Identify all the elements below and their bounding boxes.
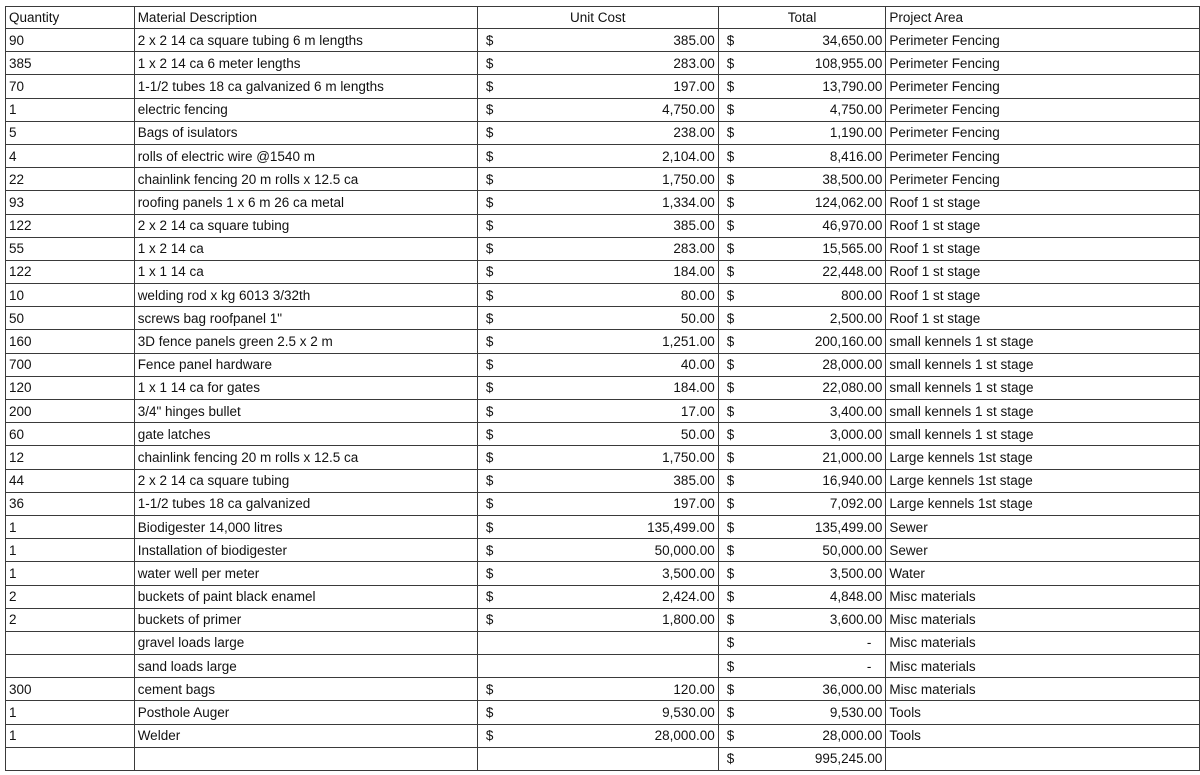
cell-unit-cost[interactable]: 1,334.00	[595, 191, 718, 214]
cell-description[interactable]: 2 x 2 14 ca square tubing 6 m lengths	[134, 29, 477, 52]
cell-empty[interactable]	[595, 747, 718, 770]
cell-total[interactable]: 22,448.00	[795, 260, 886, 283]
table-row	[6, 469, 1200, 492]
cell-unit-cost[interactable]: 80.00	[595, 284, 718, 307]
cell-unit-cost[interactable]: 17.00	[595, 400, 718, 423]
cell-description[interactable]: 1-1/2 tubes 18 ca galvanized	[134, 492, 477, 515]
cell-unit-cost[interactable]: 283.00	[595, 52, 718, 75]
cell-total[interactable]: 3,600.00	[795, 608, 886, 631]
cell-project-area[interactable]: Roof 1 st stage	[886, 260, 1200, 283]
cell-unit-cost[interactable]: 283.00	[595, 237, 718, 260]
cell-description[interactable]: Bags of isulators	[134, 121, 477, 144]
cell-project-area[interactable]: Misc materials	[886, 631, 1200, 654]
table-row	[6, 400, 1200, 423]
cell-unit-currency[interactable]	[477, 631, 595, 654]
header-unit-cost[interactable]: Unit Cost	[477, 7, 718, 29]
cell-total-currency[interactable]: $	[718, 353, 795, 376]
cell-unit-currency[interactable]: $	[477, 469, 595, 492]
cell-project-area[interactable]: Perimeter Fencing	[886, 168, 1200, 191]
cell-total-currency[interactable]: $	[718, 724, 795, 747]
cell-unit-cost[interactable]: 135,499.00	[595, 515, 718, 538]
table-row	[6, 284, 1200, 307]
cell-unit-currency[interactable]: $	[477, 423, 595, 446]
cell-project-area[interactable]: Roof 1 st stage	[886, 284, 1200, 307]
cell-total[interactable]: 28,000.00	[795, 353, 886, 376]
table-row	[6, 307, 1200, 330]
cell-description[interactable]: gate latches	[134, 423, 477, 446]
table-row	[6, 562, 1200, 585]
cell-total[interactable]: 4,848.00	[795, 585, 886, 608]
cell-total-currency[interactable]: $	[718, 539, 795, 562]
cell-description[interactable]: Fence panel hardware	[134, 353, 477, 376]
cell-quantity[interactable]: 1	[6, 98, 135, 121]
cell-unit-currency[interactable]: $	[477, 214, 595, 237]
cell-unit-currency[interactable]: $	[477, 724, 595, 747]
cell-project-area[interactable]: small kennels 1 st stage	[886, 400, 1200, 423]
cell-total-currency[interactable]: $	[718, 52, 795, 75]
table-row	[6, 585, 1200, 608]
table-row	[6, 423, 1200, 446]
cell-description[interactable]: chainlink fencing 20 m rolls x 12.5 ca	[134, 446, 477, 469]
cell-quantity[interactable]: 300	[6, 678, 135, 701]
cell-unit-currency[interactable]: $	[477, 191, 595, 214]
cell-total-currency[interactable]: $	[718, 423, 795, 446]
table-row	[6, 75, 1200, 98]
cell-quantity[interactable]: 700	[6, 353, 135, 376]
cell-project-area[interactable]: small kennels 1 st stage	[886, 353, 1200, 376]
cell-unit-currency[interactable]: $	[477, 121, 595, 144]
cell-unit-currency[interactable]: $	[477, 168, 595, 191]
cell-total[interactable]: 9,530.00	[795, 701, 886, 724]
cell-description[interactable]: water well per meter	[134, 562, 477, 585]
cell-quantity[interactable]	[6, 631, 135, 654]
cell-unit-cost[interactable]: 1,750.00	[595, 168, 718, 191]
cell-description[interactable]: roofing panels 1 x 6 m 26 ca metal	[134, 191, 477, 214]
cell-project-area[interactable]: small kennels 1 st stage	[886, 423, 1200, 446]
table-row	[6, 98, 1200, 121]
cell-unit-cost[interactable]: 2,104.00	[595, 144, 718, 167]
header-description[interactable]: Material Description	[134, 7, 477, 29]
table-row	[6, 608, 1200, 631]
cell-total-currency[interactable]: $	[718, 585, 795, 608]
table-row	[6, 446, 1200, 469]
cell-empty[interactable]	[134, 747, 477, 770]
cell-total[interactable]: 3,400.00	[795, 400, 886, 423]
cell-total[interactable]: 2,500.00	[795, 307, 886, 330]
cell-quantity[interactable]: 200	[6, 400, 135, 423]
table-row	[6, 701, 1200, 724]
cell-description[interactable]: 1 x 1 14 ca	[134, 260, 477, 283]
cell-description[interactable]: 1 x 2 14 ca 6 meter lengths	[134, 52, 477, 75]
cell-total[interactable]: 8,416.00	[795, 144, 886, 167]
cell-description[interactable]: rolls of electric wire @1540 m	[134, 144, 477, 167]
cell-unit-currency[interactable]: $	[477, 353, 595, 376]
cell-total-currency[interactable]: $	[718, 29, 795, 52]
cell-project-area[interactable]: Large kennels 1st stage	[886, 446, 1200, 469]
cell-project-area[interactable]: small kennels 1 st stage	[886, 376, 1200, 399]
cell-unit-currency[interactable]: $	[477, 562, 595, 585]
table-row	[6, 121, 1200, 144]
cell-project-area[interactable]: Tools	[886, 724, 1200, 747]
cell-description[interactable]: buckets of primer	[134, 608, 477, 631]
sheet-body	[6, 7, 1200, 771]
cell-total-currency[interactable]: $	[718, 446, 795, 469]
cell-quantity[interactable]: 10	[6, 284, 135, 307]
cell-project-area[interactable]: Perimeter Fencing	[886, 52, 1200, 75]
cell-unit-currency[interactable]: $	[477, 492, 595, 515]
table-row	[6, 144, 1200, 167]
cell-unit-cost[interactable]: 4,750.00	[595, 98, 718, 121]
cell-unit-currency[interactable]: $	[477, 515, 595, 538]
grand-total-value[interactable]: 995,245.00	[795, 747, 886, 770]
table-row	[6, 376, 1200, 399]
cell-total-currency[interactable]: $	[718, 631, 795, 654]
cell-quantity[interactable]: 2	[6, 608, 135, 631]
cell-unit-currency[interactable]: $	[477, 52, 595, 75]
cell-project-area[interactable]: small kennels 1 st stage	[886, 330, 1200, 353]
cell-quantity[interactable]: 1	[6, 724, 135, 747]
cell-total[interactable]: 38,500.00	[795, 168, 886, 191]
table-row	[6, 631, 1200, 654]
cell-total-currency[interactable]: $	[718, 168, 795, 191]
cell-unit-cost[interactable]: 9,530.00	[595, 701, 718, 724]
cell-total[interactable]: 200,160.00	[795, 330, 886, 353]
cell-unit-currency[interactable]: $	[477, 75, 595, 98]
cell-project-area[interactable]: Perimeter Fencing	[886, 75, 1200, 98]
cell-total[interactable]: 16,940.00	[795, 469, 886, 492]
cell-project-area[interactable]: Perimeter Fencing	[886, 29, 1200, 52]
cell-quantity[interactable]: 1	[6, 701, 135, 724]
cell-quantity[interactable]: 385	[6, 52, 135, 75]
cell-description[interactable]: Welder	[134, 724, 477, 747]
header-quantity[interactable]: Quantity	[6, 7, 135, 29]
table-row	[6, 191, 1200, 214]
cell-total[interactable]: 135,499.00	[795, 515, 886, 538]
cell-project-area[interactable]: Misc materials	[886, 585, 1200, 608]
cell-total-currency[interactable]: $	[718, 191, 795, 214]
cell-total-currency[interactable]: $	[718, 237, 795, 260]
cell-quantity[interactable]: 36	[6, 492, 135, 515]
cell-total-currency[interactable]: $	[718, 400, 795, 423]
cell-quantity[interactable]: 122	[6, 260, 135, 283]
cell-unit-cost[interactable]: 385.00	[595, 29, 718, 52]
cell-total[interactable]: -	[795, 631, 886, 654]
cell-quantity[interactable]: 93	[6, 191, 135, 214]
cell-unit-currency[interactable]: $	[477, 400, 595, 423]
table-row	[6, 724, 1200, 747]
cell-quantity[interactable]: 50	[6, 307, 135, 330]
cell-total[interactable]: 124,062.00	[795, 191, 886, 214]
table-row	[6, 678, 1200, 701]
cell-quantity[interactable]: 120	[6, 376, 135, 399]
cell-description[interactable]: 2 x 2 14 ca square tubing	[134, 469, 477, 492]
cell-unit-cost[interactable]: 197.00	[595, 75, 718, 98]
cell-project-area[interactable]: Roof 1 st stage	[886, 191, 1200, 214]
cell-quantity[interactable]: 160	[6, 330, 135, 353]
cell-project-area[interactable]: Misc materials	[886, 608, 1200, 631]
cell-total-currency[interactable]: $	[718, 260, 795, 283]
cell-unit-cost[interactable]: 197.00	[595, 492, 718, 515]
cell-description[interactable]: Installation of biodigester	[134, 539, 477, 562]
cell-total-currency[interactable]: $	[718, 515, 795, 538]
cell-total[interactable]: 15,565.00	[795, 237, 886, 260]
materials-spreadsheet	[5, 6, 1200, 771]
cell-unit-cost[interactable]: 2,424.00	[595, 585, 718, 608]
cell-unit-cost[interactable]: 385.00	[595, 214, 718, 237]
cell-unit-cost[interactable]: 50,000.00	[595, 539, 718, 562]
cell-total-currency[interactable]: $	[718, 121, 795, 144]
cell-unit-cost[interactable]: 28,000.00	[595, 724, 718, 747]
cell-description[interactable]: 1-1/2 tubes 18 ca galvanized 6 m lengths	[134, 75, 477, 98]
cell-quantity[interactable]	[6, 655, 135, 678]
cell-total[interactable]: 3,500.00	[795, 562, 886, 585]
cell-total[interactable]: 36,000.00	[795, 678, 886, 701]
cell-description[interactable]: electric fencing	[134, 98, 477, 121]
cell-quantity[interactable]: 70	[6, 75, 135, 98]
cell-unit-currency[interactable]: $	[477, 608, 595, 631]
cell-total-currency[interactable]: $	[718, 144, 795, 167]
cell-unit-cost[interactable]: 1,800.00	[595, 608, 718, 631]
table-row	[6, 353, 1200, 376]
cell-unit-cost[interactable]: 50.00	[595, 307, 718, 330]
cell-unit-currency[interactable]: $	[477, 539, 595, 562]
cell-total[interactable]: 21,000.00	[795, 446, 886, 469]
header-row	[6, 7, 1200, 29]
cell-project-area[interactable]: Sewer	[886, 539, 1200, 562]
cell-total[interactable]: 1,190.00	[795, 121, 886, 144]
cell-description[interactable]: chainlink fencing 20 m rolls x 12.5 ca	[134, 168, 477, 191]
table-row	[6, 237, 1200, 260]
cell-project-area[interactable]: Misc materials	[886, 678, 1200, 701]
cell-unit-cost[interactable]: 3,500.00	[595, 562, 718, 585]
cell-quantity[interactable]: 1	[6, 539, 135, 562]
cell-unit-currency[interactable]: $	[477, 144, 595, 167]
cell-quantity[interactable]: 12	[6, 446, 135, 469]
cell-project-area[interactable]: Perimeter Fencing	[886, 144, 1200, 167]
table-row	[6, 214, 1200, 237]
cell-total-currency[interactable]: $	[718, 678, 795, 701]
cell-quantity[interactable]: 60	[6, 423, 135, 446]
cell-unit-currency[interactable]: $	[477, 29, 595, 52]
grand-total-row	[6, 747, 1200, 770]
table-row	[6, 52, 1200, 75]
cell-unit-currency[interactable]: $	[477, 585, 595, 608]
cell-empty[interactable]	[6, 747, 135, 770]
cell-unit-cost[interactable]: 1,251.00	[595, 330, 718, 353]
cell-unit-cost[interactable]: 238.00	[595, 121, 718, 144]
cell-total[interactable]: 46,970.00	[795, 214, 886, 237]
cell-unit-currency[interactable]: $	[477, 678, 595, 701]
cell-description[interactable]: sand loads large	[134, 655, 477, 678]
cell-project-area[interactable]: Perimeter Fencing	[886, 121, 1200, 144]
cell-total[interactable]: 4,750.00	[795, 98, 886, 121]
cell-unit-currency[interactable]: $	[477, 284, 595, 307]
cell-project-area[interactable]: Misc materials	[886, 655, 1200, 678]
cell-total-currency[interactable]: $	[718, 492, 795, 515]
cell-unit-currency[interactable]: $	[477, 376, 595, 399]
cell-total-currency[interactable]: $	[718, 307, 795, 330]
cell-unit-cost[interactable]: 184.00	[595, 260, 718, 283]
grand-total-currency[interactable]: $	[718, 747, 795, 770]
cell-description[interactable]: 3/4" hinges bullet	[134, 400, 477, 423]
cell-description[interactable]: 2 x 2 14 ca square tubing	[134, 214, 477, 237]
cell-unit-currency[interactable]: $	[477, 701, 595, 724]
cell-total[interactable]: 108,955.00	[795, 52, 886, 75]
cell-quantity[interactable]: 55	[6, 237, 135, 260]
cell-project-area[interactable]: Perimeter Fencing	[886, 98, 1200, 121]
cell-unit-cost[interactable]: 385.00	[595, 469, 718, 492]
cell-total[interactable]: 13,790.00	[795, 75, 886, 98]
cell-total-currency[interactable]: $	[718, 214, 795, 237]
cell-total-currency[interactable]: $	[718, 330, 795, 353]
cell-total-currency[interactable]: $	[718, 98, 795, 121]
cell-unit-currency[interactable]	[477, 655, 595, 678]
table-row	[6, 655, 1200, 678]
cell-quantity[interactable]: 44	[6, 469, 135, 492]
cell-unit-currency[interactable]: $	[477, 330, 595, 353]
cell-description[interactable]: buckets of paint black enamel	[134, 585, 477, 608]
cell-description[interactable]: welding rod x kg 6013 3/32th	[134, 284, 477, 307]
cell-total[interactable]: 22,080.00	[795, 376, 886, 399]
cell-empty[interactable]	[477, 747, 595, 770]
cell-unit-currency[interactable]: $	[477, 98, 595, 121]
table-row	[6, 492, 1200, 515]
table-row	[6, 515, 1200, 538]
cell-unit-currency[interactable]: $	[477, 446, 595, 469]
cell-project-area[interactable]: Sewer	[886, 515, 1200, 538]
cell-quantity[interactable]: 2	[6, 585, 135, 608]
cell-unit-cost[interactable]: 50.00	[595, 423, 718, 446]
cell-unit-currency[interactable]: $	[477, 260, 595, 283]
cell-total-currency[interactable]: $	[718, 75, 795, 98]
header-project-area[interactable]: Project Area	[886, 7, 1200, 29]
cell-quantity[interactable]: 1	[6, 515, 135, 538]
table-row	[6, 29, 1200, 52]
table-row	[6, 539, 1200, 562]
table-row	[6, 260, 1200, 283]
cell-total[interactable]: 34,650.00	[795, 29, 886, 52]
table-row	[6, 330, 1200, 353]
cell-unit-cost[interactable]: 184.00	[595, 376, 718, 399]
table-row	[6, 168, 1200, 191]
header-total[interactable]: Total	[718, 7, 886, 29]
cell-description[interactable]: Posthole Auger	[134, 701, 477, 724]
cell-empty[interactable]	[886, 747, 1200, 770]
cell-unit-currency[interactable]: $	[477, 237, 595, 260]
cell-total-currency[interactable]: $	[718, 284, 795, 307]
cell-quantity[interactable]: 5	[6, 121, 135, 144]
cell-total-currency[interactable]: $	[718, 469, 795, 492]
cell-quantity[interactable]: 4	[6, 144, 135, 167]
cell-total[interactable]: 800.00	[795, 284, 886, 307]
cell-quantity[interactable]: 22	[6, 168, 135, 191]
cell-total-currency[interactable]: $	[718, 655, 795, 678]
cell-total-currency[interactable]: $	[718, 701, 795, 724]
cell-project-area[interactable]: Tools	[886, 701, 1200, 724]
cell-total-currency[interactable]: $	[718, 376, 795, 399]
cell-quantity[interactable]: 1	[6, 562, 135, 585]
cell-description[interactable]: gravel loads large	[134, 631, 477, 654]
cell-description[interactable]: screws bag roofpanel 1"	[134, 307, 477, 330]
cell-unit-cost[interactable]	[595, 655, 718, 678]
cell-total[interactable]: 50,000.00	[795, 539, 886, 562]
cell-total[interactable]: 28,000.00	[795, 724, 886, 747]
cell-total[interactable]: 3,000.00	[795, 423, 886, 446]
cell-total[interactable]: -	[795, 655, 886, 678]
cell-quantity[interactable]: 122	[6, 214, 135, 237]
cell-project-area[interactable]: Large kennels 1st stage	[886, 492, 1200, 515]
cell-unit-cost[interactable]	[595, 631, 718, 654]
cell-unit-currency[interactable]: $	[477, 307, 595, 330]
cell-project-area[interactable]: Large kennels 1st stage	[886, 469, 1200, 492]
cell-project-area[interactable]: Roof 1 st stage	[886, 307, 1200, 330]
cell-description[interactable]: Biodigester 14,000 litres	[134, 515, 477, 538]
cell-unit-cost[interactable]: 1,750.00	[595, 446, 718, 469]
cell-unit-cost[interactable]: 40.00	[595, 353, 718, 376]
cell-description[interactable]: 1 x 2 14 ca	[134, 237, 477, 260]
cell-description[interactable]: 3D fence panels green 2.5 x 2 m	[134, 330, 477, 353]
cell-total-currency[interactable]: $	[718, 608, 795, 631]
cell-description[interactable]: 1 x 1 14 ca for gates	[134, 376, 477, 399]
cell-project-area[interactable]: Water	[886, 562, 1200, 585]
cell-description[interactable]: cement bags	[134, 678, 477, 701]
cell-unit-cost[interactable]: 120.00	[595, 678, 718, 701]
cell-total-currency[interactable]: $	[718, 562, 795, 585]
cell-project-area[interactable]: Roof 1 st stage	[886, 237, 1200, 260]
cell-quantity[interactable]: 90	[6, 29, 135, 52]
cell-project-area[interactable]: Roof 1 st stage	[886, 214, 1200, 237]
cell-total[interactable]: 7,092.00	[795, 492, 886, 515]
